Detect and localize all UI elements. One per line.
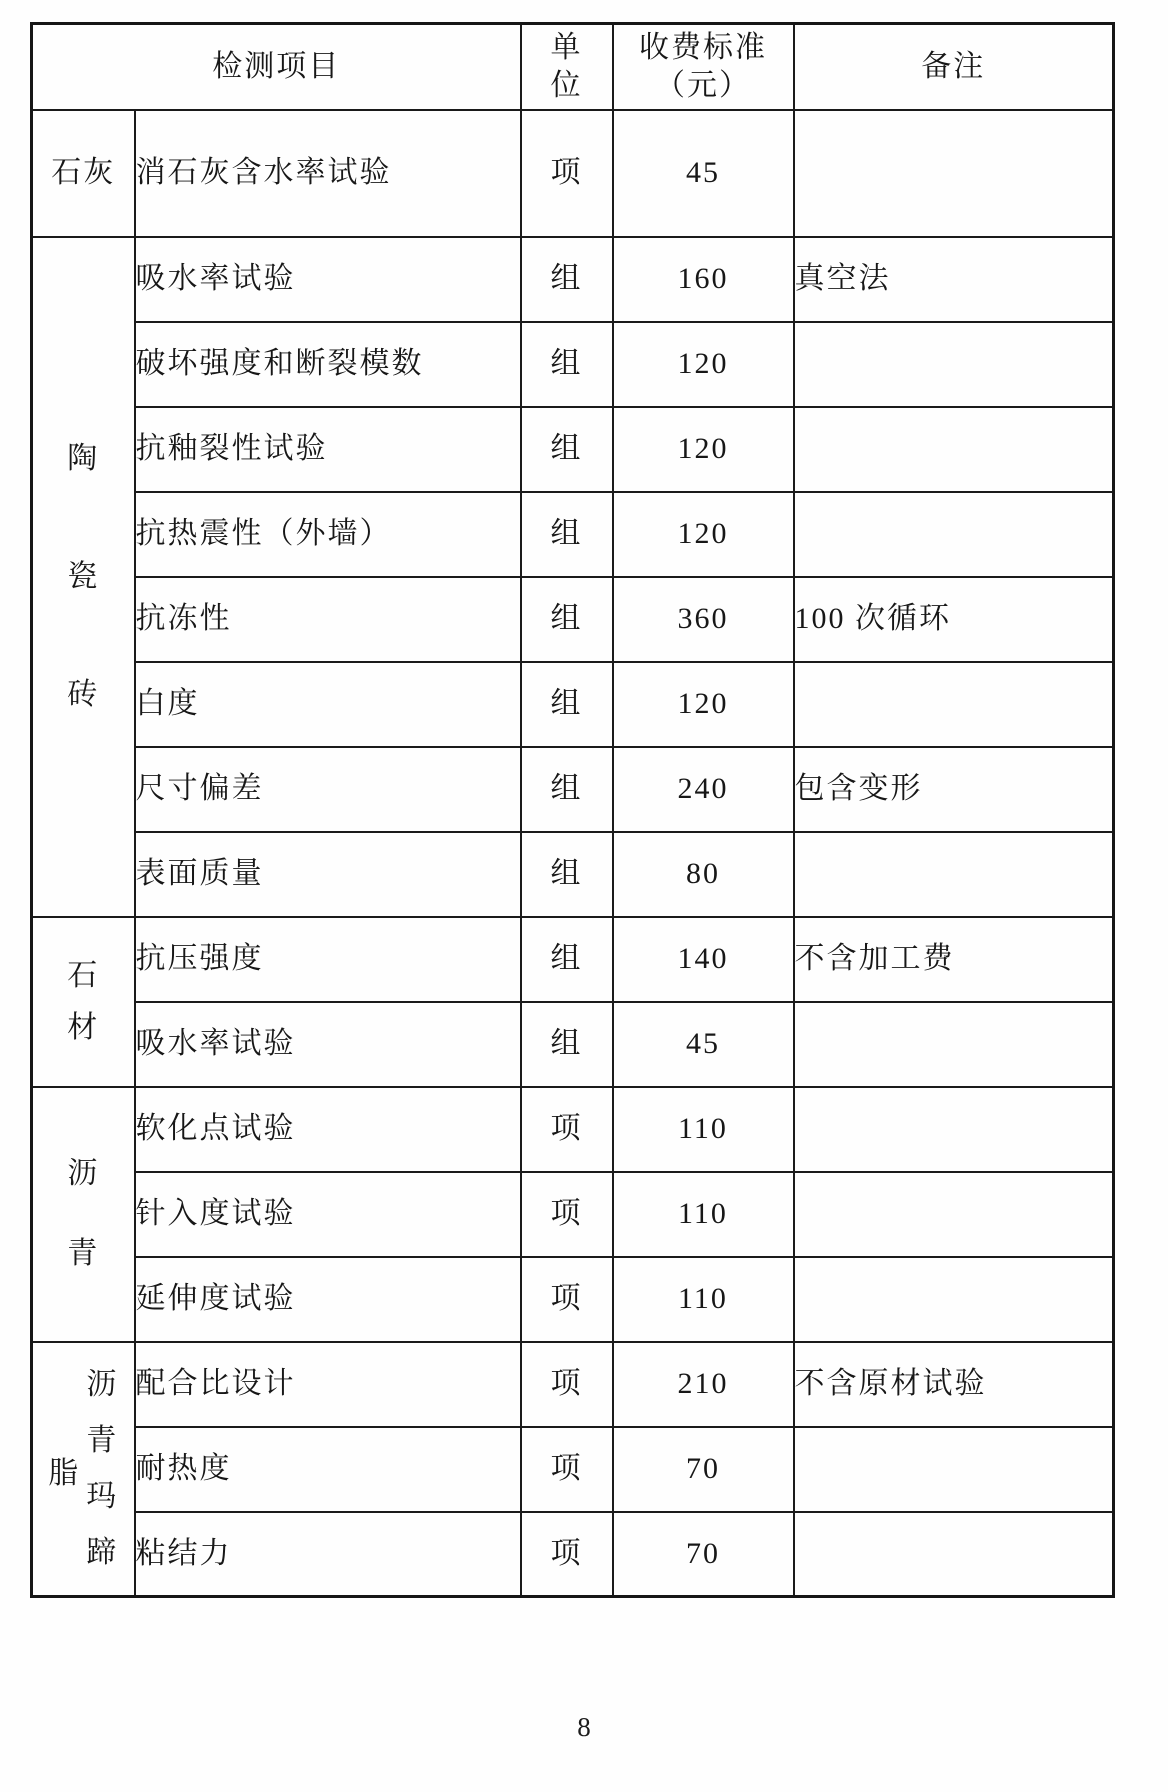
header-cell-remark: 备注 bbox=[794, 24, 1114, 110]
item-cell: 针入度试验 bbox=[135, 1172, 521, 1257]
fee-cell: 140 bbox=[613, 917, 794, 1002]
table-row bbox=[32, 110, 1114, 237]
remark-cell: 包含变形 bbox=[794, 747, 1114, 832]
table-row bbox=[32, 1342, 1114, 1427]
item-cell: 尺寸偏差 bbox=[135, 747, 521, 832]
category-cell: 石灰 bbox=[32, 110, 135, 237]
fee-cell: 360 bbox=[613, 577, 794, 662]
remark-cell bbox=[794, 492, 1114, 577]
table-row bbox=[32, 407, 1114, 492]
category-cell: 脂 沥 青 玛 蹄 bbox=[32, 1342, 135, 1597]
unit-cell: 组 bbox=[521, 747, 613, 832]
table-row bbox=[32, 1257, 1114, 1342]
item-cell: 吸水率试验 bbox=[135, 237, 521, 322]
remark-cell: 不含加工费 bbox=[794, 917, 1114, 1002]
category-cell: 沥 青 bbox=[32, 1087, 135, 1342]
item-cell: 粘结力 bbox=[135, 1512, 521, 1597]
item-cell: 抗热震性（外墙） bbox=[135, 492, 521, 577]
remark-cell: 100 次循环 bbox=[794, 577, 1114, 662]
fee-cell: 160 bbox=[613, 237, 794, 322]
item-cell: 配合比设计 bbox=[135, 1342, 521, 1427]
header-unit-line1: 单 bbox=[550, 31, 583, 65]
fee-cell: 240 bbox=[613, 747, 794, 832]
page-number: 8 bbox=[577, 1712, 591, 1742]
fee-cell: 70 bbox=[613, 1512, 794, 1597]
header-cell-fee bbox=[613, 24, 794, 110]
fee-cell: 80 bbox=[613, 832, 794, 917]
header-cell-item: 检测项目 bbox=[32, 24, 521, 110]
fee-cell: 210 bbox=[613, 1342, 794, 1427]
unit-cell: 项 bbox=[521, 1427, 613, 1512]
unit-cell: 组 bbox=[521, 407, 613, 492]
unit-cell: 项 bbox=[521, 1172, 613, 1257]
unit-cell: 项 bbox=[521, 1342, 613, 1427]
table-row bbox=[32, 832, 1114, 917]
header-fee-line2: （元） bbox=[655, 68, 751, 102]
fee-cell: 120 bbox=[613, 492, 794, 577]
item-cell: 耐热度 bbox=[135, 1427, 521, 1512]
unit-cell: 组 bbox=[521, 917, 613, 1002]
item-cell: 延伸度试验 bbox=[135, 1257, 521, 1342]
remark-cell bbox=[794, 1427, 1114, 1512]
category-cell: 石 材 bbox=[32, 917, 135, 1087]
unit-cell: 项 bbox=[521, 1257, 613, 1342]
remark-cell bbox=[794, 407, 1114, 492]
category-cell: 陶 瓷 砖 bbox=[32, 237, 135, 917]
table-row bbox=[32, 322, 1114, 407]
fee-cell: 70 bbox=[613, 1427, 794, 1512]
item-cell: 破坏强度和断裂模数 bbox=[135, 322, 521, 407]
remark-cell bbox=[794, 832, 1114, 917]
remark-cell bbox=[794, 322, 1114, 407]
fee-cell: 110 bbox=[613, 1172, 794, 1257]
table-header bbox=[32, 24, 1114, 110]
table-row bbox=[32, 492, 1114, 577]
fee-table-body bbox=[32, 110, 1114, 1597]
table-row bbox=[32, 1087, 1114, 1172]
remark-cell bbox=[794, 662, 1114, 747]
item-cell: 软化点试验 bbox=[135, 1087, 521, 1172]
header-row bbox=[32, 24, 1114, 110]
remark-cell bbox=[794, 110, 1114, 237]
table-row bbox=[32, 1427, 1114, 1512]
table-row bbox=[32, 747, 1114, 832]
fee-cell: 110 bbox=[613, 1087, 794, 1172]
unit-cell: 组 bbox=[521, 322, 613, 407]
item-cell: 消石灰含水率试验 bbox=[135, 110, 521, 237]
remark-cell bbox=[794, 1512, 1114, 1597]
header-cell-unit bbox=[521, 24, 613, 110]
table-row bbox=[32, 237, 1114, 322]
remark-cell bbox=[794, 1087, 1114, 1172]
fee-cell: 45 bbox=[613, 1002, 794, 1087]
item-cell: 吸水率试验 bbox=[135, 1002, 521, 1087]
table-row bbox=[32, 1172, 1114, 1257]
fee-cell: 45 bbox=[613, 110, 794, 237]
item-cell: 抗压强度 bbox=[135, 917, 521, 1002]
table-row bbox=[32, 1002, 1114, 1087]
item-cell: 表面质量 bbox=[135, 832, 521, 917]
fee-cell: 120 bbox=[613, 322, 794, 407]
item-cell: 抗冻性 bbox=[135, 577, 521, 662]
remark-cell bbox=[794, 1172, 1114, 1257]
item-cell: 白度 bbox=[135, 662, 521, 747]
unit-cell: 组 bbox=[521, 577, 613, 662]
fee-cell: 120 bbox=[613, 407, 794, 492]
table-row bbox=[32, 1512, 1114, 1597]
unit-cell: 组 bbox=[521, 662, 613, 747]
unit-cell: 组 bbox=[521, 832, 613, 917]
testing-fee-table bbox=[30, 22, 1115, 1598]
remark-cell bbox=[794, 1002, 1114, 1087]
unit-cell: 项 bbox=[521, 1512, 613, 1597]
remark-cell: 真空法 bbox=[794, 237, 1114, 322]
table-row bbox=[32, 577, 1114, 662]
unit-cell: 组 bbox=[521, 1002, 613, 1087]
unit-cell: 组 bbox=[521, 237, 613, 322]
unit-cell: 组 bbox=[521, 492, 613, 577]
header-fee-line1: 收费标准 bbox=[639, 31, 767, 65]
remark-cell bbox=[794, 1257, 1114, 1342]
remark-cell: 不含原材试验 bbox=[794, 1342, 1114, 1427]
table-row bbox=[32, 662, 1114, 747]
fee-cell: 110 bbox=[613, 1257, 794, 1342]
table-row bbox=[32, 917, 1114, 1002]
unit-cell: 项 bbox=[521, 110, 613, 237]
fee-cell: 120 bbox=[613, 662, 794, 747]
item-cell: 抗釉裂性试验 bbox=[135, 407, 521, 492]
header-unit-line2: 位 bbox=[550, 68, 583, 102]
unit-cell: 项 bbox=[521, 1087, 613, 1172]
